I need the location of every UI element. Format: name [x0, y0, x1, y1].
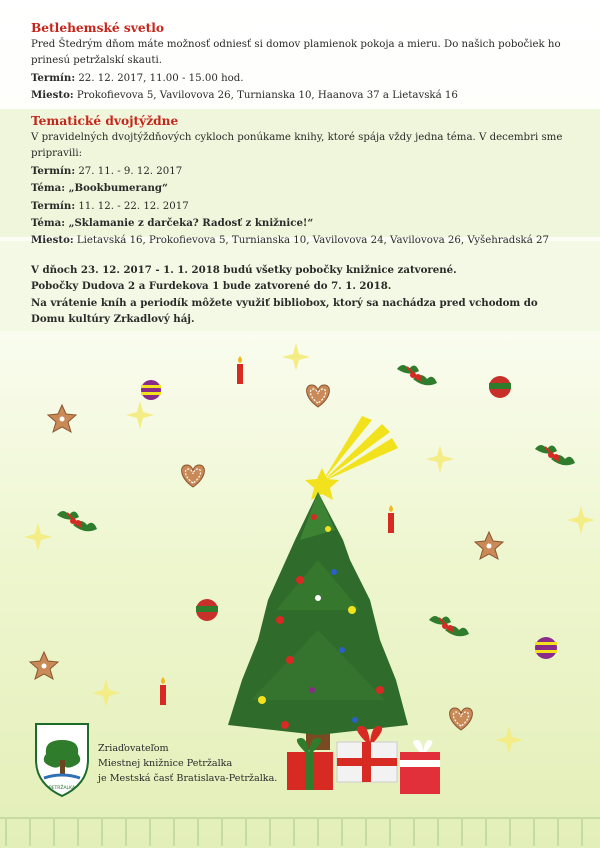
- place-label: Miesto:: [31, 89, 74, 102]
- logo-caption: PETRŽALKA: [48, 786, 76, 791]
- holly-icon: [535, 445, 575, 465]
- theme-value: „Bookbumerang“: [65, 182, 168, 195]
- sparkle-icon: [24, 523, 52, 551]
- gingerbread-heart-icon: [182, 465, 205, 487]
- sparkle-icon: [282, 343, 310, 371]
- gingerbread-heart-icon: [307, 385, 330, 407]
- theme-label: Téma:: [31, 217, 66, 230]
- gingerbread-star-icon: [475, 532, 503, 559]
- shooting-star-icon: [305, 416, 398, 500]
- gingerbread-heart-icon: [450, 708, 473, 730]
- term-value: 22. 12. 2017, 11.00 - 15.00 hod.: [75, 72, 244, 84]
- place-label: Miesto:: [31, 234, 74, 247]
- candle-icon: [160, 677, 166, 705]
- ornament-icon: [535, 637, 557, 659]
- notice-line: Pobočky Dudova 2 a Furdekova 1 bude zatvorené do 7. 1. 2018.: [31, 280, 392, 293]
- term-label: Termín:: [31, 164, 76, 177]
- holly-icon: [429, 616, 469, 636]
- term-value: 11. 12. - 22. 12. 2017: [75, 200, 189, 212]
- candle-icon: [388, 505, 394, 533]
- founder-info: [98, 741, 277, 787]
- gift-box-icon: [400, 740, 440, 794]
- christmas-tree-icon: [228, 492, 408, 750]
- footer-line: Zriaďovateľom: [98, 743, 169, 754]
- section-text: Pred Štedrým dňom máte možnosť odniesť si domov plamienok pokoja a mieru. Do našich pobočiek ho prinesú petržalskí skauti.: [31, 39, 561, 67]
- holly-icon: [57, 511, 97, 531]
- sparkle-icon: [567, 506, 595, 534]
- sparkle-icon: [495, 726, 523, 754]
- term-label: Termín:: [31, 71, 76, 84]
- holly-icon: [397, 365, 437, 385]
- section-text: V pravidelných dvojtýždňových cykloch ponúkame knihy, ktoré spája vždy jedna téma. V decembri sme pripravili:: [31, 132, 563, 160]
- notice-line: V dňoch 23. 12. 2017 - 1. 1. 2018 budú všetky pobočky knižnice zatvorené.: [31, 264, 457, 276]
- gingerbread-star-icon: [30, 652, 58, 679]
- term-label: Termín:: [31, 199, 76, 212]
- sparkle-icon: [426, 445, 454, 473]
- gift-box-icon: [337, 726, 397, 782]
- section-title: Betlehemské svetlo: [31, 21, 164, 35]
- footer-line: Miestnej knižnice Petržalka: [98, 758, 233, 770]
- place-value: Prokofievova 5, Vavilovova 26, Turnianska 10, Haanova 37 a Lietavská 16: [73, 90, 458, 102]
- ornament-icon: [196, 599, 218, 621]
- ornament-icon: [489, 376, 511, 398]
- ornament-icon: [141, 380, 161, 400]
- theme-value: „Sklamanie z darčeka? Radosť z knižnice!“: [65, 217, 314, 230]
- sparkle-icon: [92, 679, 120, 707]
- gingerbread-star-icon: [48, 405, 76, 432]
- theme-label: Téma:: [31, 182, 66, 195]
- sparkle-icon: [126, 401, 154, 429]
- notice-line: Na vrátenie kníh a periodík môžete využiť bibliobox, ktorý sa nachádza pred vchodom do Domu kultúry Zrkadlový háj.: [31, 296, 538, 326]
- footer-line: je Mestská časť Bratislava-Petržalka.: [98, 773, 278, 785]
- section-title: Tematické dvojtýždne: [31, 114, 179, 128]
- candle-icon: [237, 356, 243, 384]
- term-value: 27. 11. - 9. 12. 2017: [75, 165, 183, 177]
- place-value: Lietavská 16, Prokofievova 5, Turnianska 10, Vavilovova 24, Vavilovova 26, Vyšehradská 27: [73, 235, 549, 247]
